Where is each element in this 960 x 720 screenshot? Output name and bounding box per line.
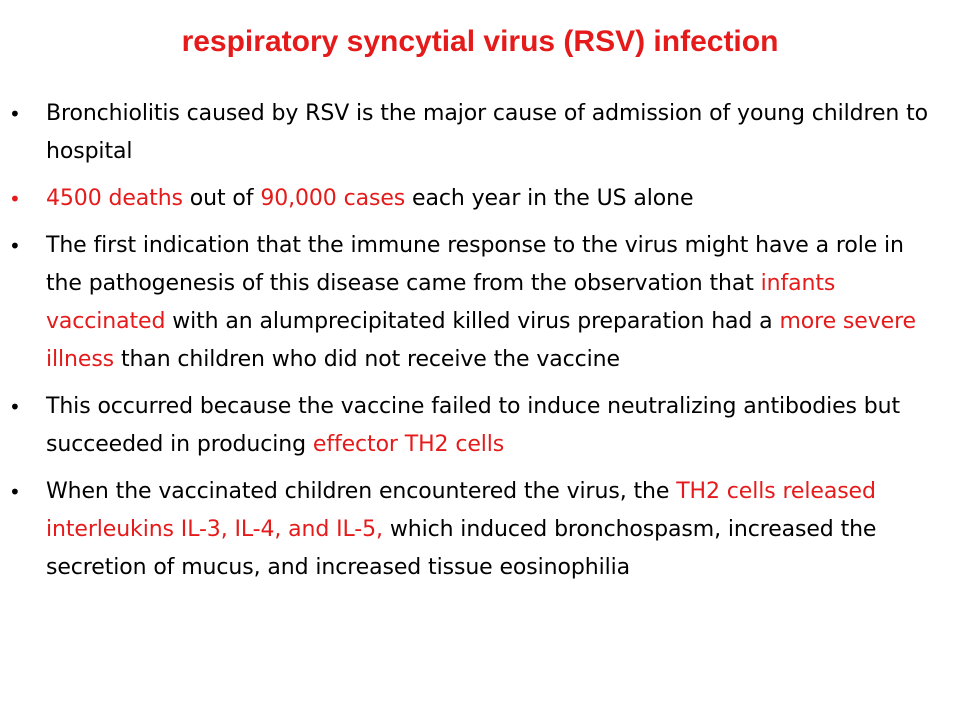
bullet-text: with an alumprecipitated killed virus preparation had a <box>165 309 780 334</box>
bullet-text: When the vaccinated children encountered the virus, the <box>46 479 677 504</box>
bullet-dot-icon: • <box>9 102 21 126</box>
bullet-dot-icon: • <box>9 480 21 504</box>
bullet-dot-icon: • <box>9 234 21 258</box>
bullet-dot-icon: • <box>9 187 21 211</box>
highlighted-text: effector TH2 cells <box>312 432 505 457</box>
bullet-text: The first indication that the immune response to the virus might have a role in the pathogenesis of this disease came from the observation that <box>46 233 904 296</box>
bullet-text: out of <box>182 186 261 211</box>
bullet-dot-icon: • <box>9 395 21 419</box>
highlighted-text: infants vaccinated <box>46 271 836 334</box>
bullet-item <box>0 227 960 379</box>
bullet-text: This occurred because the vaccine failed to induce neutralizing antibodies but succeeded in producing <box>46 394 901 457</box>
bullet-item <box>0 180 960 218</box>
slide-title: respiratory syncytial virus (RSV) infection <box>181 25 779 58</box>
highlighted-text: more severe illness <box>46 309 916 372</box>
highlighted-text: 4500 deaths <box>46 186 183 211</box>
bullet-list <box>0 95 960 596</box>
bullet-text: than children who did not receive the vaccine <box>114 347 620 372</box>
bullet-text: Bronchiolitis caused by RSV is the major cause of admission of young children to hospital <box>46 101 929 164</box>
bullet-text: which induced bronchospasm, increased the secretion of mucus, and increased tissue eosinophilia <box>46 517 877 580</box>
bullet-item <box>0 473 960 587</box>
highlighted-text: TH2 cells released interleukins IL-3, IL-4, and IL-5, <box>46 479 876 542</box>
bullet-text: each year in the US alone <box>405 186 694 211</box>
bullet-item <box>0 95 960 171</box>
bullet-item <box>0 388 960 464</box>
highlighted-text: 90,000 cases <box>260 186 406 211</box>
